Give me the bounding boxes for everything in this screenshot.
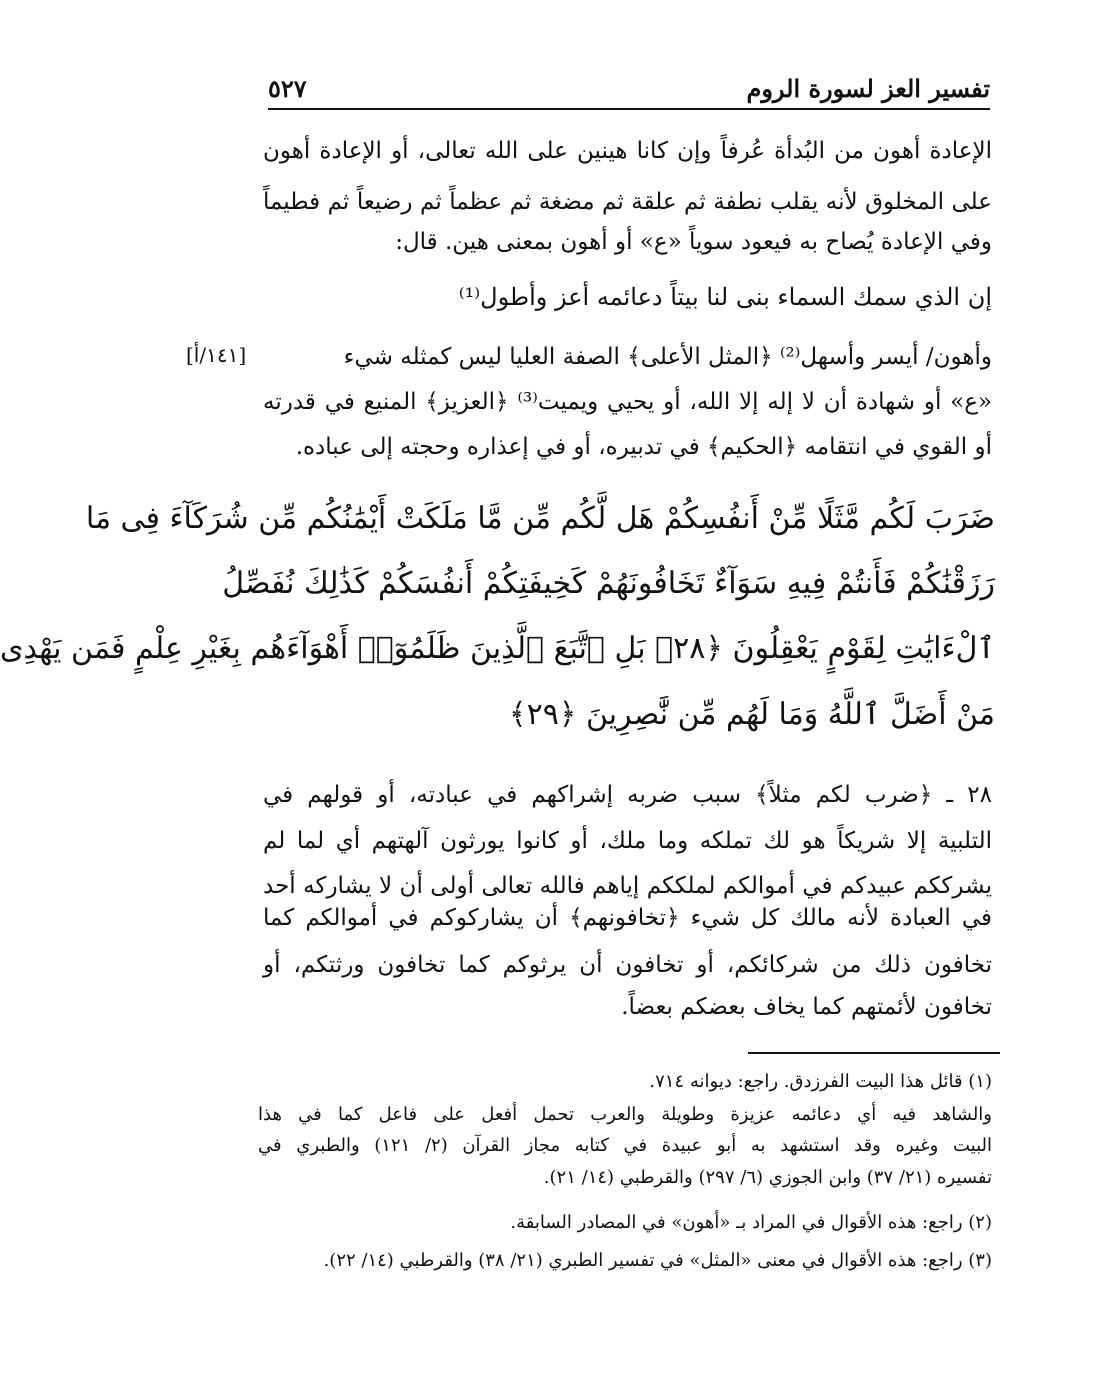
page-title: تفسير العز لسورة الروم bbox=[746, 74, 990, 103]
margin-reference: [١٤١/أ] bbox=[186, 343, 247, 367]
footnote: (١) قائل هذا البيت الفرزدق. راجع: ديوانه ٧١٤. bbox=[649, 1071, 992, 1092]
body-line: على المخلوق لأنه يقلب نطفة ثم علقة ثم مضغة ثم عظماً ثم رضيعاً ثم فطيماً bbox=[263, 189, 992, 215]
commentary-line: في العبادة لأنه مالك كل شيء ﴿تخافونهم﴾ أن يشاركوكم في أموالكم كما bbox=[263, 905, 992, 931]
commentary-line: تخافون لأئمتهم كما يخاف بعضكم بعضاً. bbox=[621, 994, 992, 1020]
body-line: وفي الإعادة يُصاح به فيعود سوياً «ع» أو أهون بمعنى هين. قال: bbox=[395, 229, 992, 255]
footnote-continuation: تفسيره (٢١/ ٣٧) وابن الجوزي (٦/ ٢٩٧) والقرطبي (١٤/ ٢١). bbox=[543, 1167, 992, 1188]
footnote-continuation: البيت وغيره وقد استشهد به أبو عبيدة في كتابه مجاز القرآن (٢/ ١٢١) والطبري في bbox=[258, 1135, 992, 1156]
quran-verse-line: ضَرَبَ لَكُم مَّثَلًا مِّنْ أَنفُسِكُمْ هَل لَّكُم مِّن مَّا مَلَكَتْ أَيْمَٰنُكُم مِّن شُرَكَآءَ فِى مَا bbox=[85, 501, 995, 536]
body-line: «ع» أو شهادة أن لا إله إلا الله، أو يحيي ويميت⁽³⁾ ﴿العزيز﴾ المنيع في قدرته bbox=[263, 389, 993, 415]
quran-verse-line: ٱلْءَايَٰتِ لِقَوْمٍ يَعْقِلُونَ ﴿٢٨﴾ بَلِ ٱتَّبَعَ ٱلَّذِينَ ظَلَمُوٓا۟ أَهْوَآءَهُم بِغَيْرِ عِلْمٍ فَمَن يَهْدِى bbox=[0, 631, 995, 666]
footnote: (٣) راجع: هذه الأقوال في معنى «المثل» في تفسير الطبري (٢١/ ٣٨) والقرطبي (١٤/ ٢٢). bbox=[323, 1250, 992, 1271]
commentary-line: تخافون ذلك من شركائكم، أو تخافون أن يرثوكم كما تخافون ورثتكم، أو bbox=[263, 952, 992, 978]
footnote-continuation: والشاهد فيه أي دعائمه عزيزة وطويلة والعرب تحمل أفعل على فاعل كما في هذا bbox=[258, 1104, 992, 1125]
quran-verse-line: مَنْ أَضَلَّ ٱللَّهُ وَمَا لَهُم مِّن نَّٰصِرِينَ ﴿٢٩﴾ bbox=[509, 697, 995, 732]
commentary-line: التلبية إلا شريكاً هو لك تملكه وما ملك، أو كانوا يورثون آلهتهم أي لما لم bbox=[263, 828, 992, 854]
footnote-separator bbox=[748, 1052, 1000, 1054]
body-line: وأهون/ أيسر وأسهل⁽²⁾ ﴿المثل الأعلى﴾ الصفة العليا ليس كمثله شيء bbox=[343, 344, 992, 370]
page-number: ٥٢٧ bbox=[268, 74, 307, 103]
body-line: أو القوي في انتقامه ﴿الحكيم﴾ في تدبيره، أو في إعذاره وحجته إلى عباده. bbox=[295, 434, 992, 460]
commentary-line: يشرككم عبيدكم في أموالكم لملككم إياهم فالله تعالى أولى أن لا يشاركه أحد bbox=[263, 873, 992, 899]
commentary-line: ٢٨ ـ ﴿ضرب لكم مثلاً﴾ سبب ضربه إشراكهم في عبادته، أو قولهم في bbox=[263, 782, 992, 808]
body-line: الإعادة أهون من البُدأة عُرفاً وإن كانا هينين على الله تعالى، أو الإعادة أهون bbox=[263, 138, 992, 164]
running-header bbox=[268, 64, 990, 110]
footnote: (٢) راجع: هذه الأقوال في المراد بـ «أهون» في المصادر السابقة. bbox=[510, 1212, 992, 1233]
quran-verse-line: رَزَقْنَٰكُمْ فَأَنتُمْ فِيهِ سَوَآءٌ تَخَافُونَهُمْ كَخِيفَتِكُمْ أَنفُسَكُمْ كَذَٰلِكَ نُفَصِّلُ bbox=[222, 566, 995, 601]
poetry-verse: إن الذي سمك السماء بنى لنا بيتاً دعائمه أعز وأطول⁽¹⁾ bbox=[458, 283, 992, 311]
